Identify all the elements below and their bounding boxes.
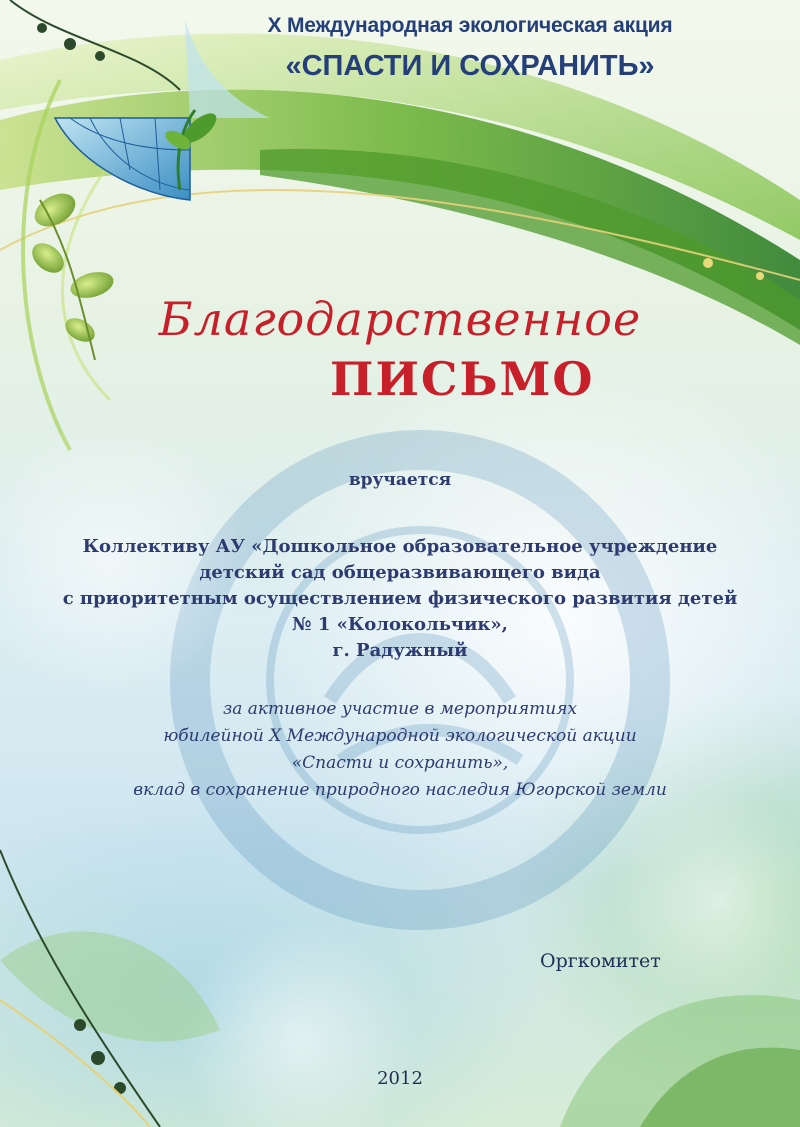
reason-line: вклад в сохранение природного наследия Югорской земли — [133, 780, 667, 800]
certificate-title: Благодарственное — [158, 292, 642, 346]
year: 2012 — [377, 1068, 423, 1089]
leaves-cluster-icon — [26, 187, 116, 360]
reason-line: юбилейной X Международной экологической акции — [163, 726, 637, 746]
watermark-emblem — [190, 450, 650, 910]
event-name: «СПАСТИ И СОХРАНИТЬ» — [285, 50, 655, 82]
reason-line: за активное участие в мероприятиях — [222, 699, 578, 719]
signature-orgcommittee: Оргкомитет — [540, 950, 661, 972]
reason-line: «Спасти и сохранить», — [291, 753, 509, 773]
gold-dot — [703, 258, 713, 268]
awarded-label: вручается — [348, 470, 452, 490]
bottom-leaf — [0, 931, 220, 1041]
light-bubble — [610, 790, 800, 1010]
recipient-line: Коллективу АУ «Дошкольное образовательное учреждение — [82, 536, 718, 557]
recipient-line: г. Радужный — [332, 640, 468, 661]
recipient-line: № 1 «Колокольчик», — [292, 614, 508, 635]
gold-dot — [756, 272, 764, 280]
certificate-title-second-line: ПИСЬМО — [330, 352, 595, 406]
event-subtitle: X Международная экологическая акция — [267, 14, 673, 37]
recipient-block — [40, 534, 760, 664]
reason-block — [40, 696, 760, 804]
recipient-line: детский сад общеразвивающего вида — [199, 562, 601, 583]
recipient-line: с приоритетным осуществлением физического развития детей — [62, 588, 738, 609]
